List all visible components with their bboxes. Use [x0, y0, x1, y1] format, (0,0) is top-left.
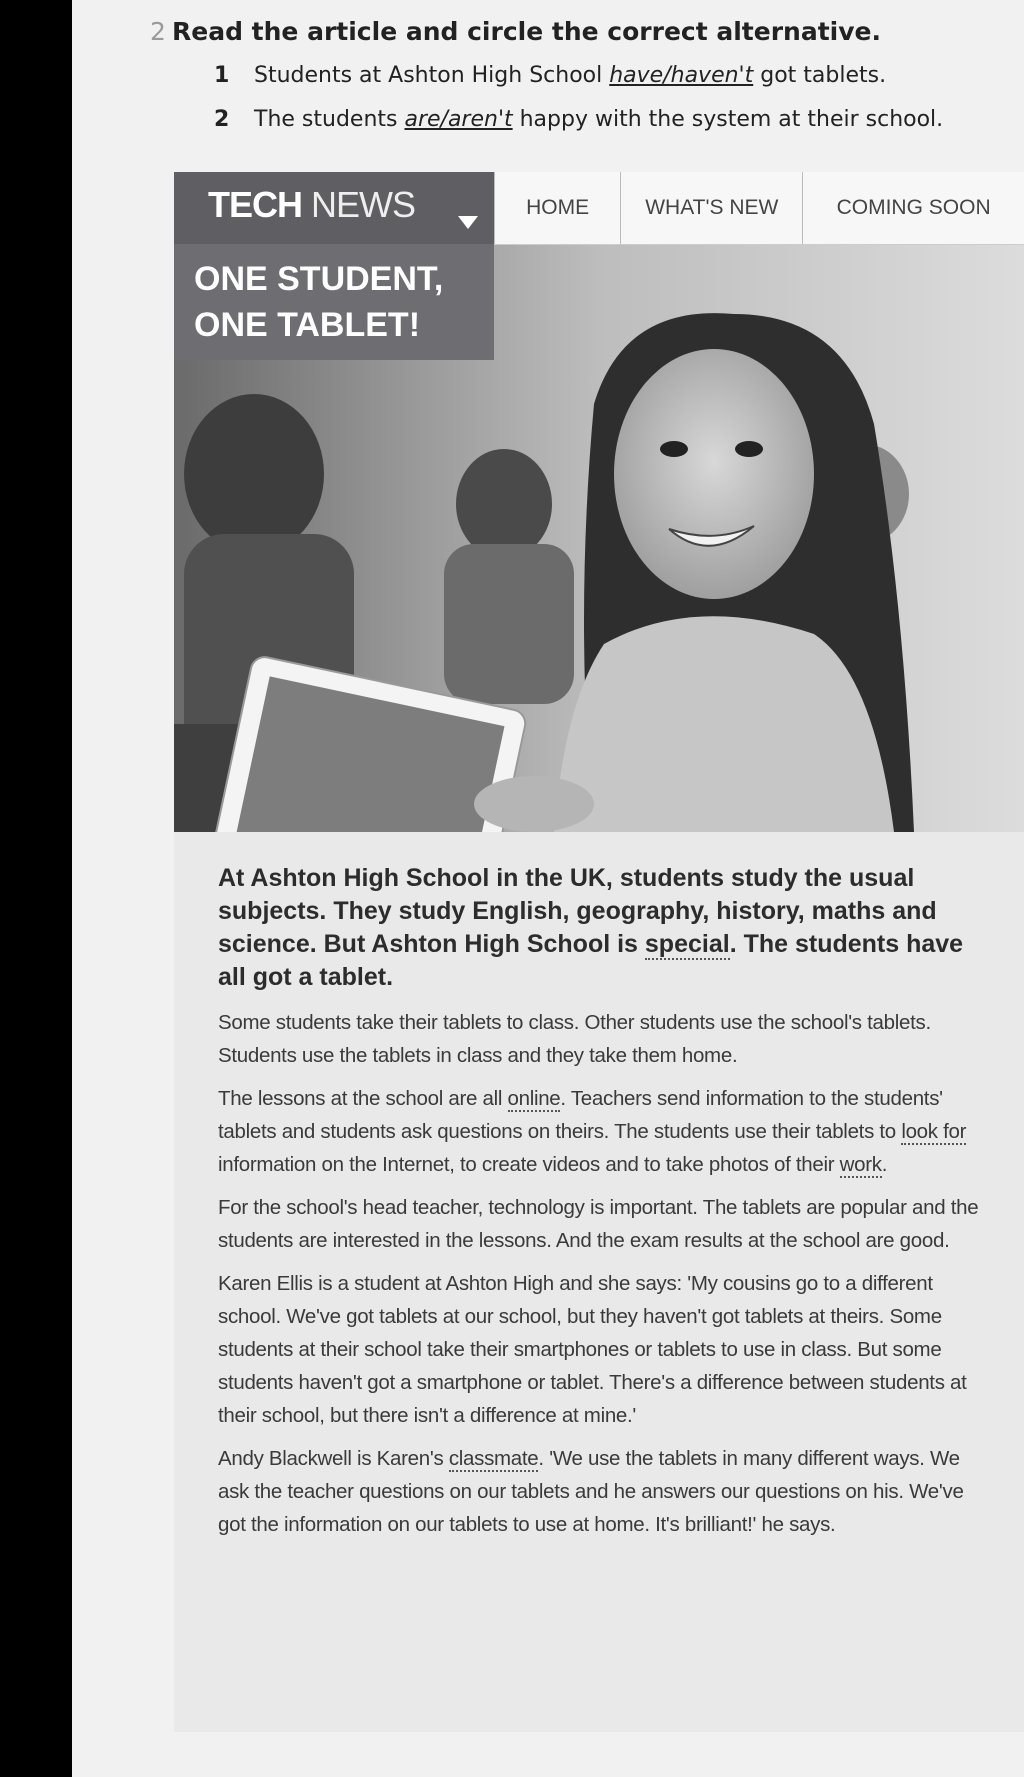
article-body: [218, 862, 988, 1551]
site-masthead: [174, 172, 494, 244]
site-nav: [494, 172, 1024, 245]
headline-line-2: ONE TABLET!: [194, 306, 421, 344]
lead-text: . The students have all got a tablet.: [218, 930, 964, 991]
brand-tech: TECH: [208, 184, 302, 225]
paragraph-1: Some students take their tablets to class. Other students use the school's tablets. Students use the tablets in class and they take them home.: [218, 1011, 931, 1067]
exercise-instruction: Read the article and circle the correct alternative.: [172, 17, 881, 46]
para-text: . 'We use the tablets in many different ways. We ask the teacher questions on our tablets and he answers our questions on his. We've got the information on our tablets to use at home. It's brilliant!' he says.: [218, 1447, 964, 1536]
chevron-down-icon[interactable]: [458, 216, 478, 229]
headline-line-1: ONE STUDENT,: [194, 260, 444, 298]
paragraph-2: [218, 1082, 988, 1181]
exercise-heading: [150, 10, 1022, 54]
paragraph-3: For the school's head teacher, technology is important. The tablets are popular and the students are interested in the lessons. And the exam results at the school are good.: [218, 1196, 979, 1252]
nav-whats-new[interactable]: WHAT'S NEW: [620, 172, 802, 244]
para-text: The lessons at the school are all: [218, 1087, 508, 1110]
para-text: .: [881, 1153, 888, 1176]
headline-box: [174, 244, 494, 360]
glossary-word: work: [839, 1153, 882, 1176]
glossary-word: look for: [901, 1120, 967, 1143]
glossary-word: online: [507, 1087, 561, 1110]
textbook-page: [72, 0, 1024, 1777]
glossary-word: special: [644, 930, 730, 958]
site-logo[interactable]: [208, 184, 415, 226]
article-mockup: [174, 172, 1024, 1732]
para-text: Andy Blackwell is Karen's: [218, 1447, 449, 1470]
question-number: 2: [214, 107, 230, 132]
answer-alternatives[interactable]: are/aren't: [404, 107, 513, 132]
para-text: . Teachers send information to the students' tablets and students ask questions on theirs. The students use their tablets to: [218, 1087, 943, 1143]
question-text: happy with the system at their school.: [512, 107, 944, 132]
brand-news: NEWS: [311, 184, 416, 225]
question-number: 1: [214, 63, 230, 88]
question-text: Students at Ashton High School: [254, 63, 610, 88]
exercise: [150, 10, 1022, 142]
nav-coming-soon[interactable]: COMING SOON: [802, 172, 1024, 244]
question-text: got tablets.: [753, 63, 887, 88]
answer-alternatives[interactable]: have/haven't: [609, 63, 754, 88]
paragraph-4: Karen Ellis is a student at Ashton High and she says: 'My cousins go to a different school. We've got tablets at our school, but they haven't got tablets at theirs. Some students at their school take their smartphones or tablets to use in class. But some students haven't got a smartphone or tablet. There's a difference between students at their school, but there isn't a difference at mine.': [218, 1272, 967, 1427]
glossary-word: classmate: [448, 1447, 539, 1470]
question-text: The students: [254, 107, 405, 132]
para-text: information on the Internet, to create videos and to take photos of their: [218, 1153, 840, 1176]
paragraph-5: [218, 1442, 988, 1541]
question-1: [172, 54, 1022, 98]
question-2: [172, 98, 1022, 142]
exercise-number: 2: [150, 17, 166, 46]
article-lead: [218, 862, 988, 994]
lead-text: At Ashton High School in the UK, students study the usual subjects. They study English, geography, history, maths and science. But Ashton High School is: [218, 864, 937, 958]
article-headline: [194, 256, 443, 348]
nav-home[interactable]: HOME: [494, 172, 620, 244]
